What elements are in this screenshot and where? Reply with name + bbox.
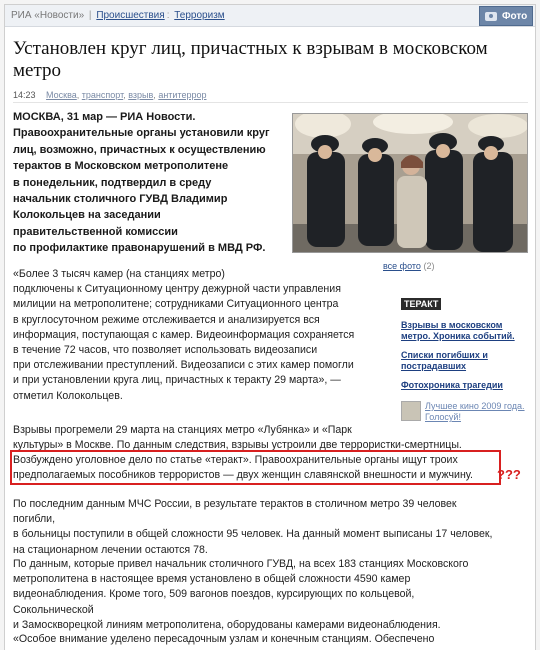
article-photo[interactable] [292, 113, 528, 253]
paragraph-line: на стационарном лечении остаются 78. [13, 543, 208, 556]
paragraph-line: По последним данным МЧС России, в результате терактов в столичном метро 39 человек погибли, [13, 498, 457, 526]
paragraph-line: Взрывы прогремели 29 марта на станциях метро «Лубянка» и «Парк [13, 424, 352, 436]
last-paragraph [13, 632, 493, 647]
metro-police-photo [293, 114, 528, 253]
sidebar-heading: ТЕРАКТ [401, 298, 441, 310]
mchs-paragraph [13, 497, 493, 558]
breadcrumb-source: РИА «Новости» [11, 10, 85, 21]
question-marks-annotation: ??? [497, 467, 521, 482]
lead-line: правительственной комиссии [13, 225, 178, 238]
quote-line: и при установлении круга лиц, причастных к теракту 29 марта», — [13, 374, 341, 387]
quote-paragraph [13, 267, 393, 404]
article-title: Установлен круг лиц, причастных к взрывам в московском метро [13, 38, 488, 81]
tag-link[interactable]: транспорт [81, 90, 124, 100]
lead-line: лиц, возможно, причастных к осуществлению [13, 143, 266, 156]
quote-line: информация, поступающая с камер. Видеоинформация сохраняется [13, 328, 355, 341]
paragraph-line: метрополитена в настоящее время установлено в общей сложности 4590 камер [13, 573, 411, 586]
promo-link[interactable]: Лучшее кино 2009 года. Голосуй! [425, 401, 525, 422]
cameras-paragraph [13, 557, 493, 633]
tag-link[interactable]: антитеррор [158, 90, 207, 100]
lead-line: начальник столичного ГУВД Владимир [13, 193, 228, 206]
breadcrumb: РИА «Новости» | Происшествия : Терроризм [11, 10, 225, 21]
breadcrumb-subsection-link[interactable]: Терроризм [174, 10, 225, 21]
paragraph-line: культуры» в Москве. По данным следствия, взрывы устроили две террористки-смертницы. [13, 439, 462, 452]
paragraph-line: По данным, которые привел начальник столичного ГУВД, на всех 183 станциях Московского [13, 558, 469, 570]
quote-line: «Более 3 тысяч камер (на станциях метро) [13, 268, 225, 280]
lead-line: Колокольцев на заседании [13, 209, 161, 222]
sidebar-link-chronicle[interactable]: Взрывы в московском метро. Хроника событий. [401, 320, 515, 341]
paragraph-line: в больницы поступили в общей сложности 95 человек. На данный момент выписаны 17 человек, [13, 528, 493, 541]
paragraph-line: видеонаблюдения. Кроме того, 509 вагонов поездов, курсирующих по кольцевой, Сокольнической [13, 588, 415, 616]
lead-line: в понедельник, подтвердил в среду [13, 176, 212, 189]
sidebar-link-victims[interactable]: Списки погибших и пострадавших [401, 350, 488, 371]
tag-link[interactable]: Москва [46, 90, 77, 100]
red-highlight-box [10, 450, 501, 485]
paragraph-line: предполагаемых пособников террористов — двух женщин славянской внешности и мужчину. [13, 469, 473, 482]
quote-line: при отслеживании преступлений. Видеозаписи с этих камер помогли [13, 359, 354, 372]
explosions-paragraph [13, 423, 493, 453]
divider [13, 102, 528, 103]
paragraph-line: Возбуждено уголовное дело по статье «теракт». Правоохранительные органы ищут троих [13, 454, 458, 466]
article-time: 14:23 [13, 90, 36, 100]
promo-thumbnail [401, 401, 421, 421]
camera-icon [485, 12, 497, 21]
quote-line: отметил Колокольцев. [13, 389, 123, 402]
tag-link[interactable]: взрыв [128, 90, 154, 100]
quote-line: подключены к Ситуационному центру дежурной части управления [13, 283, 341, 296]
article-page [4, 4, 536, 650]
article-meta: 14:23 Москва, транспорт, взрыв, антитеррор [13, 90, 207, 100]
paragraph-line: и Замоскворецкой линиям метрополитена, оборудованы камерами видеонаблюдения. [13, 618, 441, 631]
sidebar-link-photos[interactable]: Фотохроника трагедии [401, 380, 503, 390]
lead-line: терактов в Московском метрополитене [13, 160, 229, 173]
lead-line: по профилактике правонарушений в МВД РФ. [13, 242, 266, 255]
article-lead [13, 109, 275, 257]
related-sidebar [401, 294, 531, 429]
quote-line: милиции на метрополитене; сотрудниками Ситуационного центра [13, 298, 339, 311]
top-bar [5, 5, 535, 27]
quote-line: в течение 72 часов, что позволяет использовать видеозаписи [13, 344, 318, 357]
lead-line: Правоохранительные органы установили круг [13, 127, 270, 140]
photo-count: (2) [423, 261, 435, 271]
lead-line: МОСКВА, 31 мар — РИА Новости. [13, 111, 196, 123]
breadcrumb-section-link[interactable]: Происшествия [96, 10, 165, 21]
photo-button[interactable] [479, 6, 533, 26]
photo-button-label: Фото [502, 11, 528, 22]
all-photos-link[interactable]: все фото [383, 261, 421, 271]
paragraph-line: «Особое внимание уделено пересадочным узлам и конечным станциям. Обеспечено [13, 633, 435, 645]
quote-line: в круглосуточном режиме отслеживается и анализируется вся [13, 313, 320, 326]
